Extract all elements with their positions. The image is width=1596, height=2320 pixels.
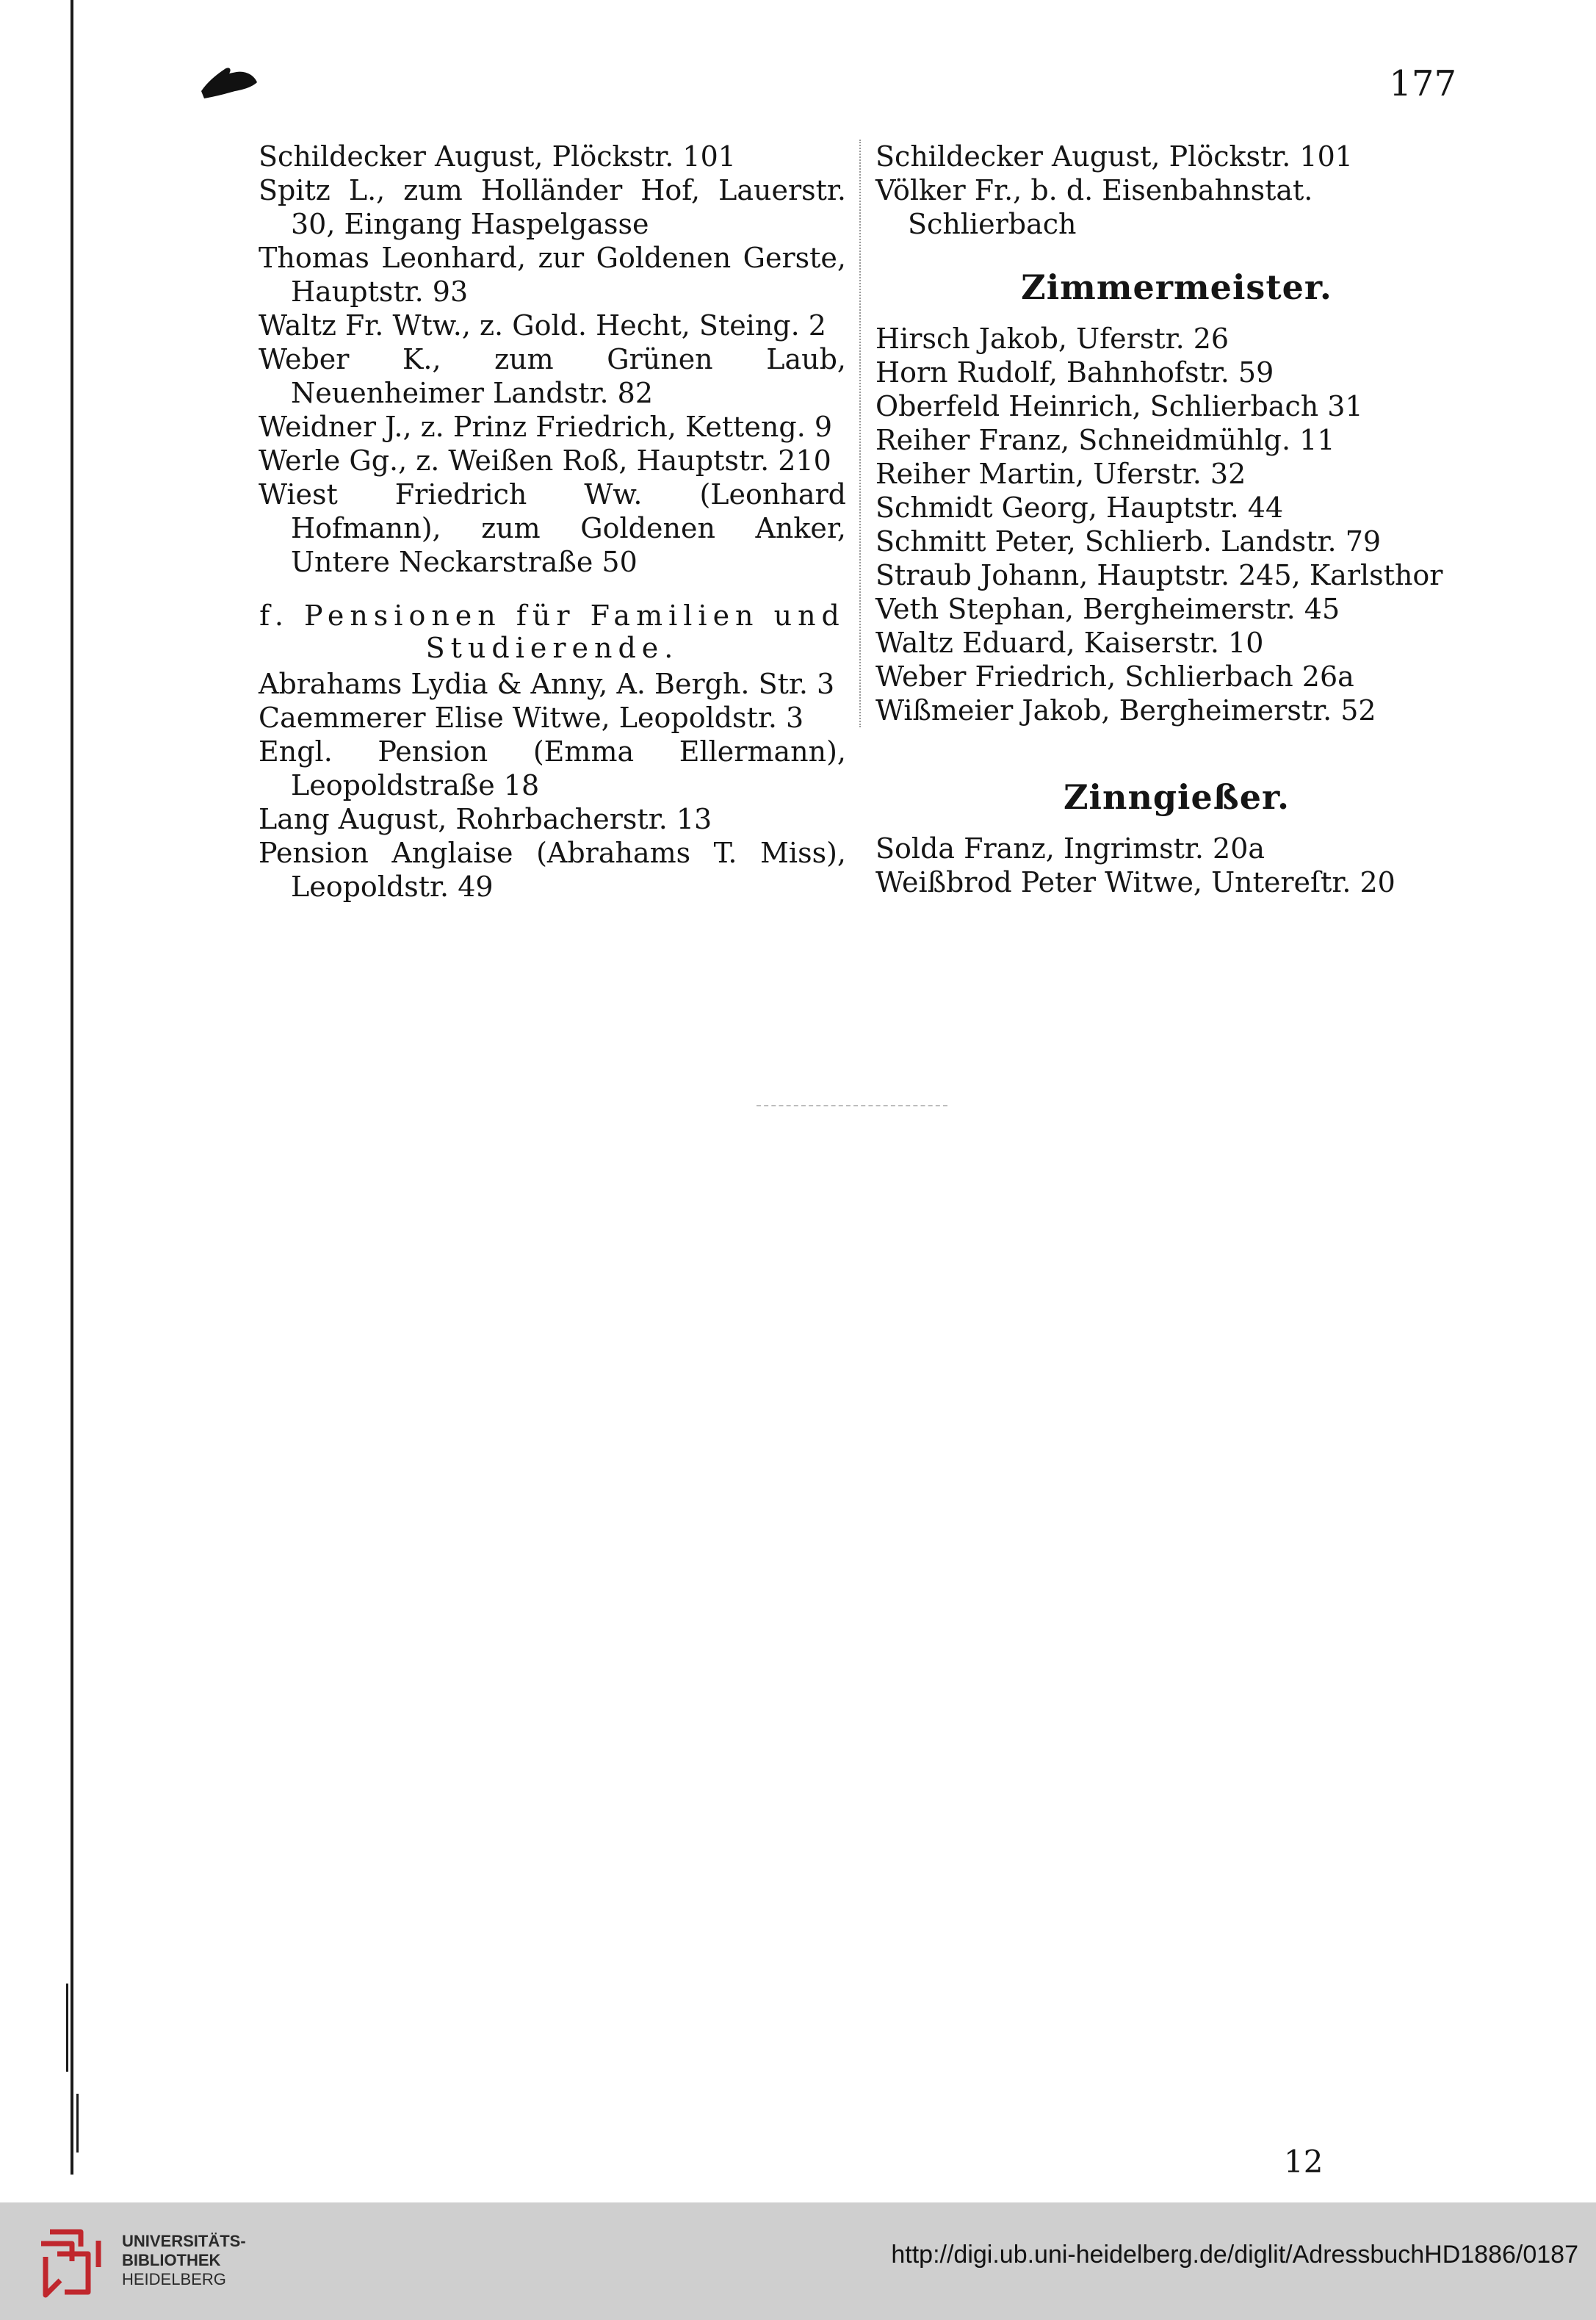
heading-zinngiesser: Zinngießer.	[1063, 777, 1290, 817]
directory-entry: Engl. Pension (Emma Ellermann), Leopoldstraße 18	[259, 735, 846, 801]
directory-entry: Weidner J., z. Prinz Friedrich, Ketteng. 9	[259, 411, 833, 443]
directory-entry: Weber K., zum Grünen Laub, Neuenheimer Landstr. 82	[259, 343, 846, 409]
directory-entry: Lang August, Rohrbacherstr. 13	[259, 803, 712, 835]
directory-entry: Pension Anglaise (Abrahams T. Miss), Leopoldstr. 49	[259, 837, 846, 903]
margin-mark	[66, 1984, 68, 2072]
directory-entry: Oberfeld Heinrich, Schlierbach 31	[875, 390, 1363, 422]
page-edge-line	[71, 0, 73, 2175]
directory-entry: Reiher Franz, Schneidmühlg. 11	[875, 424, 1335, 456]
library-logo-icon	[35, 2222, 109, 2301]
directory-entry: Schildecker August, Plöckstr. 101	[259, 140, 736, 173]
directory-entry: Abrahams Lydia & Anny, A. Bergh. Str. 3	[259, 668, 835, 700]
margin-mark	[76, 2094, 79, 2153]
directory-entry: Weißbrod Peter Witwe, Untereſtr. 20	[875, 866, 1395, 898]
left-column	[259, 140, 846, 904]
directory-entry: Wiest Friedrich Ww. (Leonhard Hofmann), zum Goldenen Anker, Untere Neckarstraße 50	[259, 478, 846, 578]
directory-entry: Solda Franz, Ingrimstr. 20a	[875, 832, 1265, 865]
source-url-link[interactable]: http://digi.ub.uni-heidelberg.de/diglit/AdressbuchHD1886/0187	[891, 2241, 1578, 2269]
directory-entry: Wißmeier Jakob, Bergheimerstr. 52	[875, 694, 1376, 727]
directory-entry: Waltz Fr. Wtw., z. Gold. Hecht, Steing. 2	[259, 309, 826, 342]
directory-entry: Schmitt Peter, Schlierb. Landstr. 79	[875, 525, 1382, 558]
right-column	[875, 140, 1478, 899]
directory-entry: Veth Stephan, Bergheimerstr. 45	[875, 593, 1340, 625]
logo-line: UNIVERSITÄTS-	[122, 2232, 246, 2250]
heading-zimmermeister: Zimmermeister.	[1021, 267, 1332, 307]
directory-entry: Reiher Martin, Uferstr. 32	[875, 458, 1246, 490]
library-logo-text	[122, 2232, 246, 2289]
footer-bar	[0, 2202, 1596, 2320]
directory-entry: Thomas Leonhard, zur Goldenen Gerste, Hauptstr. 93	[259, 242, 846, 308]
directory-entry: Schildecker August, Plöckstr. 101	[875, 140, 1353, 173]
directory-entry: Werle Gg., z. Weißen Roß, Hauptstr. 210	[259, 444, 831, 477]
directory-entry: Caemmerer Elise Witwe, Leopoldstr. 3	[259, 702, 804, 734]
column-divider	[859, 140, 862, 727]
directory-entry: Spitz L., zum Holländer Hof, Lauerstr. 30, Eingang Haspelgasse	[259, 174, 846, 240]
directory-entry: Weber Friedrich, Schlierbach 26a	[875, 660, 1354, 693]
directory-entry: Horn Rudolf, Bahnhofstr. 59	[875, 356, 1274, 389]
section-heading-pensionen: f. Pensionen für Familien und Studierende.	[259, 599, 845, 664]
pointing-hand-icon	[200, 62, 259, 103]
separator-rule	[757, 1105, 947, 1106]
logo-line: HEIDELBERG	[122, 2270, 226, 2288]
signature-number: 12	[1284, 2144, 1324, 2180]
page-number: 177	[1389, 63, 1456, 104]
directory-entry: Straub Johann, Hauptstr. 245, Karlsthor	[875, 559, 1443, 591]
directory-entry: Waltz Eduard, Kaiserstr. 10	[875, 627, 1264, 659]
directory-entry: Schmidt Georg, Hauptstr. 44	[875, 491, 1284, 524]
logo-line: BIBLIOTHEK	[122, 2251, 221, 2269]
directory-entry: Völker Fr., b. d. Eisenbahnstat. Schlierbach	[875, 174, 1313, 240]
directory-entry: Hirsch Jakob, Uferstr. 26	[875, 323, 1230, 355]
